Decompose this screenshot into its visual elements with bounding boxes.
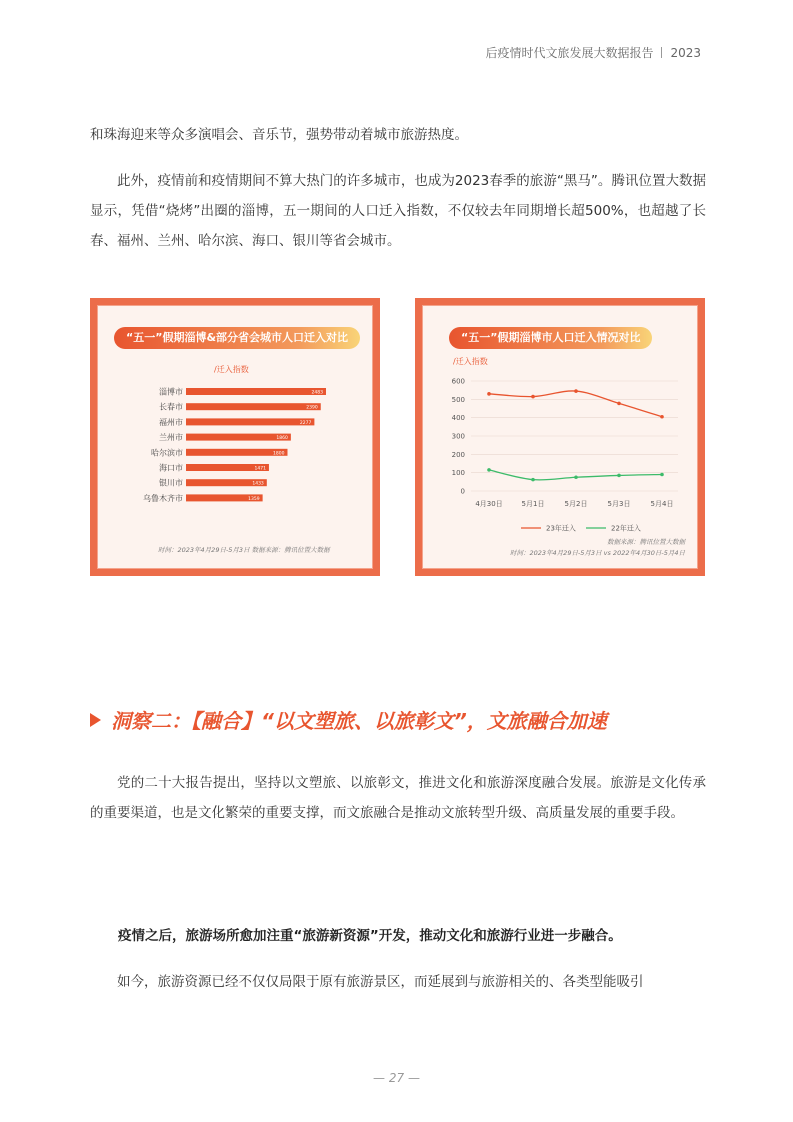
bar-value-label: 1471 [254,466,266,472]
data-point [617,402,621,406]
bar-chart-card [90,298,380,576]
report-title: 后疫情时代文旅发展大数据报告 [485,46,654,60]
section-heading [90,705,706,734]
paragraph-1: 和珠海迎来等众多演唱会、音乐节，强势带动着城市旅游热度。 [90,127,468,143]
bar-category-label: 淄博市 [159,387,183,397]
triangle-bullet-icon [90,713,101,727]
bar-category-label: 乌鲁木齐市 [143,493,183,503]
bar [186,403,321,410]
paragraph-5: 如今，旅游资源已经不仅仅局限于原有旅游景区，而延展到与旅游相关的、各类型能吸引 [117,974,644,990]
bar-category-label: 兰州市 [159,433,183,443]
bar [186,418,314,425]
page-header [485,44,701,61]
legend-label: 22年迁入 [611,524,641,533]
legend-label: 23年迁入 [546,524,576,533]
data-point [617,474,621,478]
page-number: — 27 — [373,1071,420,1085]
data-point [574,389,578,393]
data-point [487,468,491,472]
x-tick-label: 4月30日 [475,500,503,508]
data-point [531,395,535,399]
y-tick-label: 400 [451,414,465,423]
paragraph-4-bold: 疫情之后，旅游场所愈加注重“旅游新资源”开发，推动文化和旅游行业进一步融合。 [118,928,622,944]
x-tick-label: 5月2日 [564,500,588,508]
line-chart [423,306,697,568]
y-tick-label: 300 [451,432,465,441]
bar-chart-panel [97,305,373,569]
bar-value-label: 2483 [311,390,323,396]
data-point [487,392,491,396]
bar-category-label: 银川市 [159,478,183,488]
line-chart-ylabel: /迁入指数 [453,357,488,366]
bar-chart-source: 时间：2023年4月29日-5月3日 数据来源：腾讯位置大数据 [158,546,330,554]
bar-category-label: 海口市 [159,463,183,473]
bar-value-label: 2277 [299,420,312,426]
bar-chart-title: “五一”假期淄博&部分省会城市人口迁入对比 [114,327,360,349]
bar-category-label: 福州市 [159,417,183,427]
line-chart-card [415,298,705,576]
data-point [574,475,578,479]
bar-value-label: 1860 [276,436,288,442]
bar-chart-unit-label: /迁入指数 [214,365,249,374]
bar [186,434,291,441]
paragraph-3: 党的二十大报告提出，坚持以文塑旅、以旅彰文，推进文化和旅游深度融合发展。旅游是文化传承的重要渠道，也是文化繁荣的重要支撑，而文旅融合是推动文旅转型升级、高质量发展的重要手段。 [90,775,706,821]
y-tick-label: 600 [451,377,465,386]
paragraph-2: 此外，疫情前和疫情期间不算大热门的许多城市，也成为2023春季的旅游“黑马”。腾讯位置大数据显示，凭借“烧烤”出圈的淄博，五一期间的人口迁入指数，不仅较去年同期增长超500%，也超越了长春、福州、兰州、哈尔滨、海口、银川等省会城市。 [90,173,706,249]
bar-category-label: 哈尔滨市 [151,448,183,458]
x-tick-label: 5月4日 [650,500,674,508]
bar-value-label: 1433 [252,481,264,487]
bar-value-label: 1359 [248,496,260,502]
line-chart-title: “五一”假期淄博市人口迁入情况对比 [449,327,652,349]
data-point [660,415,664,419]
bar-category-label: 长春市 [159,402,183,412]
y-tick-label: 100 [451,469,465,478]
bar-value-label: 1800 [273,451,285,457]
line-chart-time: 时间：2023年4月29日-5月3日 vs 2022年4月30日-5月4日 [510,549,685,557]
line-chart-panel [422,305,698,569]
x-tick-label: 5月3日 [607,500,631,508]
x-tick-label: 5月1日 [521,500,545,508]
header-divider [661,47,662,58]
line-chart-source: 数据来源：腾讯位置大数据 [607,538,685,546]
y-tick-label: 200 [451,450,465,459]
section-heading-text: 洞察二：【融合】“以文塑旅、以旅彰文”，文旅融合加速 [111,709,607,733]
data-point [660,473,664,477]
y-tick-label: 500 [451,395,465,404]
bar [186,388,326,395]
bar-chart [98,306,372,568]
series-line [489,391,662,417]
y-tick-label: 0 [460,487,465,496]
report-year: 2023 [670,45,701,60]
bar-value-label: 2390 [306,405,318,411]
data-point [531,478,535,482]
